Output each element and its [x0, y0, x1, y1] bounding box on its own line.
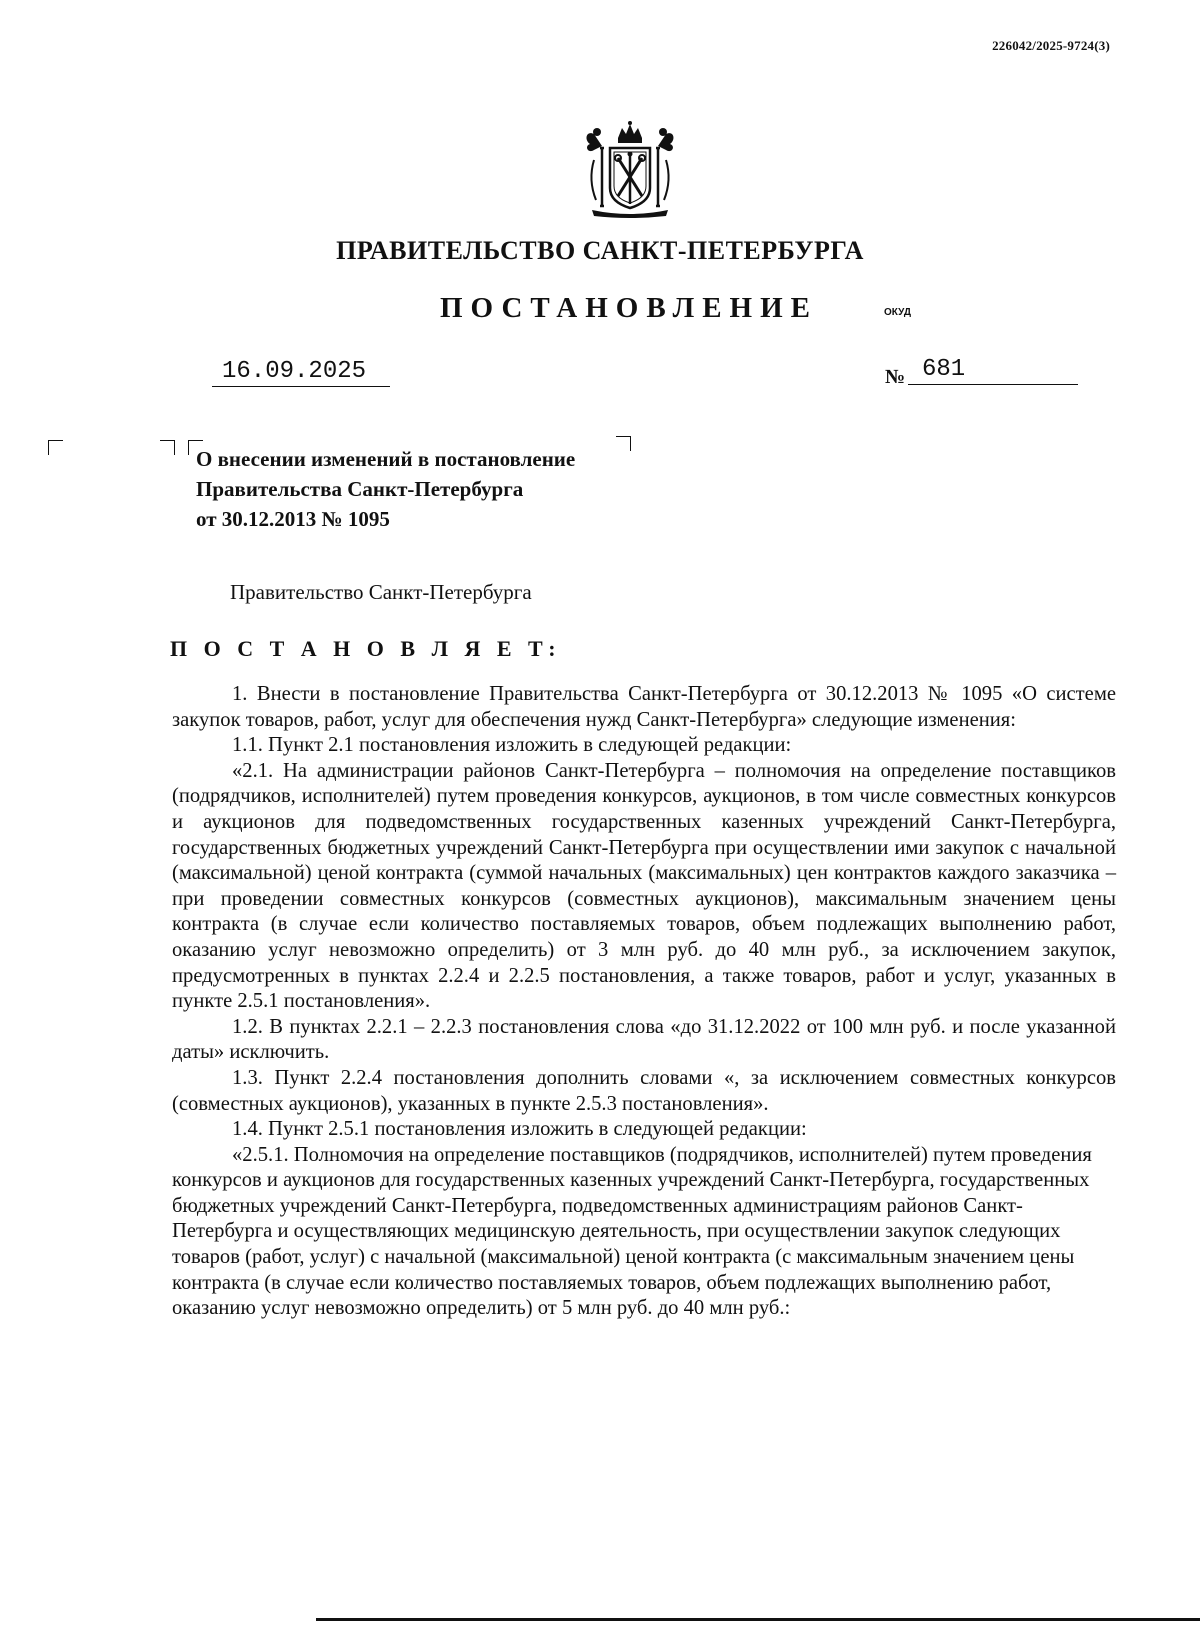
paragraph-1-1: 1.1. Пункт 2.1 постановления изложить в следующей редакции: — [232, 734, 792, 757]
subject-line-1: О внесении изменений в постановление — [196, 447, 576, 471]
decree-body — [172, 682, 1116, 1322]
paragraph-2-1-text: «2.1. На администрации районов Санкт-Петербурга – полномочия на определение поставщиков (подрядчиков, исполнителей) путем проведения конкурсов, аукционов, в том числе совместных конкурсов и аукционов для подведомственных государственных казенных учреждений Санкт-Петербурга, государственных бюджетных учреждений Санкт-Петербурга при осуществлении ими закупок с начальной (максимальной) ценой контракта (суммой начальных (максимальных) цен контрактов каждого заказчика – при проведении совместных конкурсов (совместных аукционов), максимальным значением цены контракта (в случае если количество поставляемых товаров, объем подлежащих выполнению работ, оказанию услуг невозможно определить) от 3 млн руб. до 40 млн руб., за исключением закупок, предусмотренных в пунктах 2.2.4 и 2.2.5 постановления, а также товаров, работ и услуг, указанных в пункте 2.5.1 постановления». — [172, 759, 1116, 1013]
paragraph-1: 1. Внести в постановление Правительства Санкт-Петербурга от 30.12.2013 № 1095 «О системе закупок товаров, работ, услуг для обеспечения нужд Санкт-Петербурга» следующие изменения: — [172, 683, 1116, 731]
corner-mark-subject-close — [616, 436, 631, 451]
paragraph-1-4: 1.4. Пункт 2.5.1 постановления изложить в следующей редакции: — [232, 1118, 807, 1141]
corner-mark-left — [48, 440, 63, 455]
number-sign: № — [885, 366, 906, 388]
paragraph-1-3: 1.3. Пункт 2.2.4 постановления дополнить словами «, за исключением совместных конкурсов (совместных аукционов), указанных в пункте 2.5.3 постановления». — [172, 1066, 1116, 1115]
decree-date: 16.09.2025 — [212, 358, 390, 387]
page-bottom-rule — [316, 1618, 1200, 1621]
document-type-title: ПОСТАНОВЛЕНИЕ — [440, 292, 819, 324]
corner-mark-left-close — [160, 440, 175, 455]
okud-label: ОКУД — [884, 307, 911, 318]
paragraph-2-5-1-text: «2.5.1. Полномочия на определение поставщиков (подрядчиков, исполнителей) путем проведения конкурсов и аукционов для государственных казенных учреждений Санкт-Петербурга, государственных бюджетных учреждений Санкт-Петербурга, подведомственных администрациям районов Санкт-Петербурга и осуществляющих медицинскую деятельность, при осуществлении закупок следующих товаров (работ, услуг) с начальной (максимальной) ценой контракта (с максимальным значением цены контракта (в случае если количество поставляемых товаров, объем подлежащих выполнению работ, оказанию услуг невозможно определить) от 5 млн руб. до 40 млн руб.: — [172, 1143, 1092, 1320]
preamble: Правительство Санкт-Петербурга — [230, 580, 532, 604]
subject-line-3: от 30.12.2013 № 1095 — [196, 507, 390, 531]
decree-number: 681 — [908, 356, 1078, 385]
decree-subject — [196, 444, 575, 534]
document-registration-number: 226042/2025-9724(3) — [992, 38, 1110, 53]
resolves-heading: П О С Т А Н О В Л Я Е Т: — [170, 636, 562, 661]
paragraph-1-2: 1.2. В пунктах 2.2.1 – 2.2.3 постановления слова «до 31.12.2022 от 100 млн руб. и после указанной даты» исключить. — [172, 1015, 1116, 1064]
subject-line-2: Правительства Санкт-Петербурга — [196, 477, 524, 501]
government-title: ПРАВИТЕЛЬСТВО САНКТ-ПЕТЕРБУРГА — [336, 236, 864, 265]
saint-petersburg-coat-of-arms-icon — [580, 120, 680, 220]
